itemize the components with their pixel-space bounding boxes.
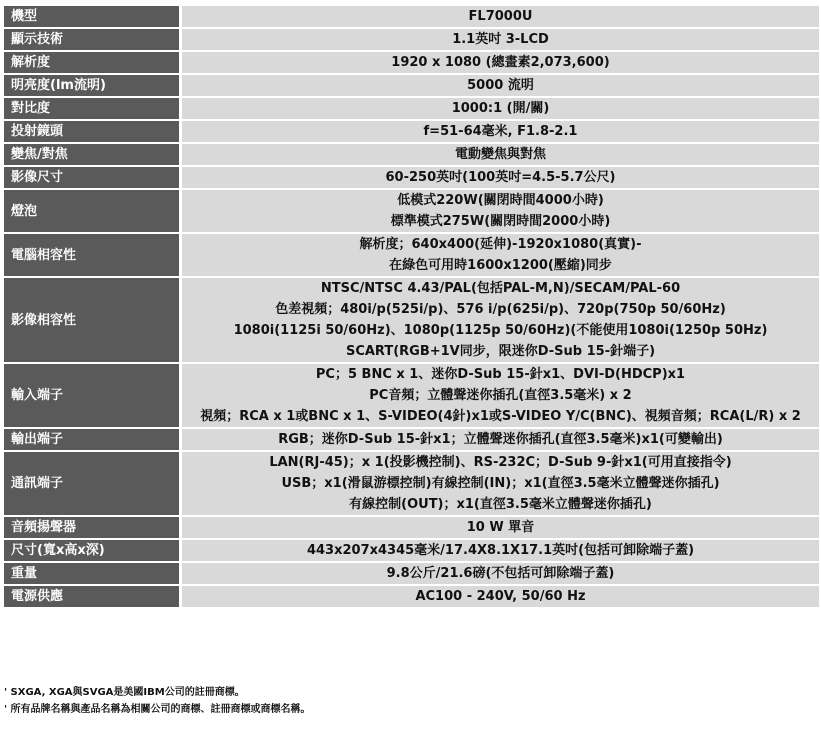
spec-value	[182, 75, 819, 96]
spec-value-line: 標準模式275W(關閉時間2000小時)	[390, 214, 611, 229]
spec-value-line: USB；x1(滑鼠游標控制)有線控制(IN)；x1(直徑3.5毫米立體聲迷你插孔)	[281, 476, 720, 491]
spec-table-body	[4, 6, 819, 607]
spec-row	[4, 190, 819, 232]
spec-row	[4, 586, 819, 607]
spec-label: 電腦相容性	[4, 234, 182, 276]
spec-value	[182, 52, 819, 73]
spec-value-line: 9.8公斤/21.6磅(不包括可卸除端子蓋)	[386, 566, 615, 581]
spec-value	[182, 98, 819, 119]
spec-value	[182, 144, 819, 165]
spec-value-line: 1000:1 (開/關)	[451, 101, 550, 116]
spec-row	[4, 563, 819, 584]
spec-row	[4, 6, 819, 27]
spec-row	[4, 540, 819, 561]
spec-value-line: RGB；迷你D-Sub 15-針x1；立體聲迷你插孔(直徑3.5毫米)x1(可變輸出)	[278, 432, 723, 447]
footnotes	[4, 684, 819, 718]
spec-row	[4, 121, 819, 142]
spec-label: 影像尺寸	[4, 167, 182, 188]
spec-value-line: 60-250英吋(100英吋=4.5-5.7公尺)	[385, 170, 616, 185]
spec-label: 音頻揚聲器	[4, 517, 182, 538]
spec-label: 解析度	[4, 52, 182, 73]
footnote-trademark-general: ' 所有品牌名稱與產品名稱為相關公司的商標、註冊商標或商標名稱。	[4, 704, 311, 715]
spec-value	[182, 364, 819, 427]
spec-label: 輸出端子	[4, 429, 182, 450]
spec-value-line: 1920 x 1080 (總畫素2,073,600)	[391, 55, 610, 70]
spec-value-line: PC音頻；立體聲迷你插孔(直徑3.5毫米) x 2	[369, 388, 632, 403]
spec-value	[182, 452, 819, 515]
spec-label: 電源供應	[4, 586, 182, 607]
spec-label: 重量	[4, 563, 182, 584]
spec-value	[182, 167, 819, 188]
spec-value	[182, 234, 819, 276]
spec-value-line: PC；5 BNC x 1、迷你D-Sub 15-針x1、DVI-D(HDCP)x1	[315, 367, 686, 382]
spec-label: 通訊端子	[4, 452, 182, 515]
spec-row	[4, 52, 819, 73]
spec-value	[182, 517, 819, 538]
spec-label: 顯示技術	[4, 29, 182, 50]
spec-table	[4, 4, 819, 609]
spec-value-line: 在綠色可用時1600x1200(壓縮)同步	[389, 258, 612, 273]
spec-value-line: 電動變焦與對焦	[454, 147, 546, 162]
footnote-trademark-ibm: ' SXGA, XGA與SVGA是美國IBM公司的註冊商標。	[4, 687, 245, 698]
spec-row	[4, 98, 819, 119]
spec-row	[4, 234, 819, 276]
spec-label: 機型	[4, 6, 182, 27]
spec-row	[4, 75, 819, 96]
spec-value	[182, 563, 819, 584]
spec-label: 投射鏡頭	[4, 121, 182, 142]
spec-value-line: 5000 流明	[467, 78, 534, 93]
spec-label: 輸入端子	[4, 364, 182, 427]
spec-value	[182, 190, 819, 232]
spec-row	[4, 144, 819, 165]
spec-value-line: 低模式220W(關閉時間4000小時)	[397, 193, 604, 208]
spec-value-line: 10 W 單音	[466, 520, 535, 535]
spec-value-line: SCART(RGB+1V同步，限迷你D-Sub 15-針端子)	[345, 344, 656, 359]
spec-value-line: FL7000U	[468, 9, 533, 24]
spec-row	[4, 517, 819, 538]
spec-label: 尺寸(寬x高x深)	[4, 540, 182, 561]
spec-value	[182, 586, 819, 607]
spec-label: 明亮度(lm流明)	[4, 75, 182, 96]
spec-value-line: AC100 - 240V, 50/60 Hz	[415, 589, 586, 604]
spec-label: 影像相容性	[4, 278, 182, 362]
spec-row	[4, 452, 819, 515]
spec-value	[182, 6, 819, 27]
spec-value	[182, 278, 819, 362]
spec-row	[4, 364, 819, 427]
spec-value-line: 1.1英吋 3-LCD	[452, 32, 549, 47]
spec-value-line: 443x207x4345毫米/17.4X8.1X17.1英吋(包括可卸除端子蓋)	[306, 543, 695, 558]
spec-value	[182, 121, 819, 142]
spec-value	[182, 429, 819, 450]
spec-value-line: NTSC/NTSC 4.43/PAL(包括PAL-M,N)/SECAM/PAL-60	[320, 281, 681, 296]
spec-row	[4, 29, 819, 50]
spec-label: 燈泡	[4, 190, 182, 232]
spec-value	[182, 540, 819, 561]
spec-value	[182, 29, 819, 50]
spec-row	[4, 429, 819, 450]
spec-value-line: 1080i(1125i 50/60Hz)、1080p(1125p 50/60Hz)(不能使用1080i(1250p 50Hz)	[233, 323, 768, 338]
spec-row	[4, 167, 819, 188]
spec-value-line: 視頻；RCA x 1或BNC x 1、S-VIDEO(4針)x1或S-VIDEO Y/C(BNC)、視頻音頻；RCA(L/R) x 2	[200, 409, 801, 424]
spec-value-line: 解析度；640x400(延伸)-1920x1080(真實)-	[359, 237, 642, 252]
spec-label: 對比度	[4, 98, 182, 119]
spec-label: 變焦/對焦	[4, 144, 182, 165]
spec-value-line: f=51-64毫米, F1.8-2.1	[423, 124, 578, 139]
spec-value-line: 色差視頻；480i/p(525i/p)、576 i/p(625i/p)、720p(750p 50/60Hz)	[275, 302, 726, 317]
spec-value-line: 有線控制(OUT)；x1(直徑3.5毫米立體聲迷你插孔)	[349, 497, 652, 512]
spec-row	[4, 278, 819, 362]
spec-value-line: LAN(RJ-45)；x 1(投影機控制)、RS-232C；D-Sub 9-針x1(可用直接指令)	[269, 455, 732, 470]
